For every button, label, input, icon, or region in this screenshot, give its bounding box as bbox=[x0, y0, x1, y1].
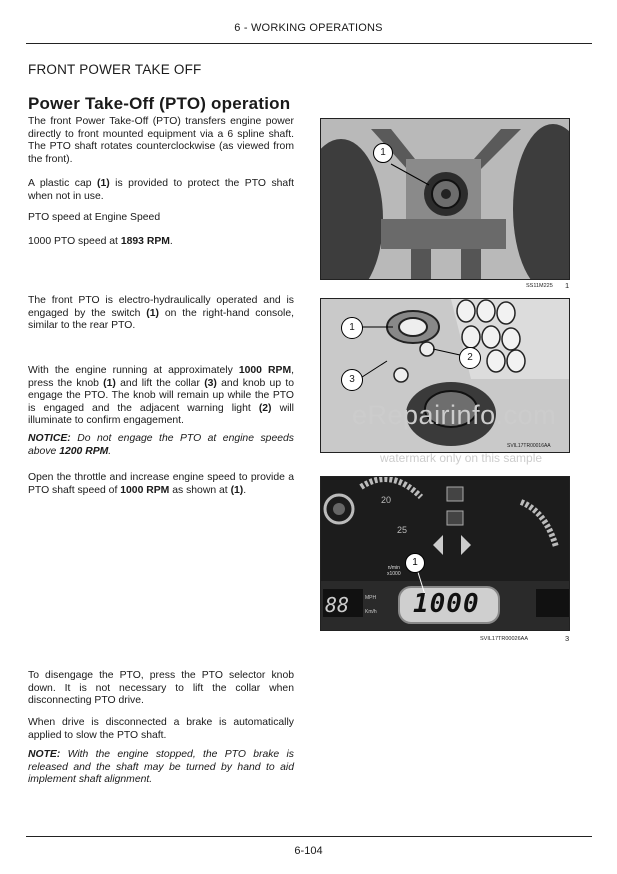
paragraph-electro-hydraulic: The front PTO is electro-hydraulically operated and is engaged by the switch (1) on the right-hand console, similar to the rear PTO. bbox=[28, 295, 294, 332]
figure-3-instrument-cluster bbox=[320, 476, 570, 631]
gauge-label-25: 25 bbox=[397, 525, 408, 535]
paragraph-plastic-cap: A plastic cap (1) is provided to protect the PTO shaft when not in use. bbox=[28, 178, 294, 202]
section-title: FRONT POWER TAKE OFF bbox=[28, 62, 202, 77]
notice-engine-speed: NOTICE: Do not engage the PTO at engine speeds above 1200 RPM. bbox=[28, 433, 294, 457]
figure-2-callout-3: 3 bbox=[341, 369, 363, 391]
figure-1-number: 1 bbox=[565, 281, 570, 290]
paragraph-brake: When drive is disconnected a brake is automatically applied to slow the PTO shaft. bbox=[28, 717, 294, 741]
paragraph-throttle: Open the throttle and increase engine speed to provide a PTO shaft speed of 1000 RPM as shown at (1). bbox=[28, 472, 294, 496]
watermark-subtext: watermark only on this sample bbox=[380, 451, 543, 465]
paragraph-pto-intro: The front Power Take-Off (PTO) transfers engine power directly to front mounted equipment via a 6 spline shaft. The PTO shaft rotates counterclockwise (as viewed from the front). bbox=[28, 116, 294, 165]
figure-3-number: 3 bbox=[565, 634, 570, 643]
paragraph-1000-pto: 1000 PTO speed at 1893 RPM. bbox=[28, 236, 173, 247]
paragraph-disengage: To disengage the PTO, press the PTO selector knob down. It is not necessary to lift the collar when disconnecting PTO drive. bbox=[28, 670, 294, 707]
figure-1-callout-1: 1 bbox=[373, 143, 393, 163]
figure-1-front-pto-photo bbox=[320, 118, 570, 280]
paragraph-engage-procedure: With the engine running at approximately 1000 RPM, press the knob (1) and lift the collar (3) and knob up to engage the PTO. The knob will remain up while the PTO is engaged and the adjacent warning light (2) will illuminate to confirm engagement. bbox=[28, 365, 295, 427]
speed-unit-kmh: Km/h bbox=[365, 609, 377, 615]
header-rule bbox=[26, 43, 592, 44]
main-heading: Power Take-Off (PTO) operation bbox=[28, 94, 291, 113]
footer-rule bbox=[26, 836, 592, 837]
pto-speed-display: 1000 bbox=[413, 589, 480, 619]
speed-digits: 88 bbox=[325, 593, 350, 617]
figure-2-callout-2: 2 bbox=[459, 347, 481, 369]
front-pto-illustration bbox=[321, 119, 569, 279]
rpm-unit-label: n/min x1000 bbox=[387, 565, 401, 577]
note-pto-brake: NOTE: With the engine stopped, the PTO brake is released and the shaft may be turned by hand to aid implement shaft alignment. bbox=[28, 749, 294, 786]
header-title: 6 - WORKING OPERATIONS bbox=[234, 22, 383, 34]
gauge-label-20: 20 bbox=[381, 495, 392, 505]
speed-unit-mph: MPH bbox=[365, 595, 377, 601]
figure-2-callout-1: 1 bbox=[341, 317, 363, 339]
figure-3-code: SVIL17TR00026AA bbox=[480, 636, 529, 642]
paragraph-pto-speed: PTO speed at Engine Speed bbox=[28, 212, 161, 223]
figure-3-callout-1: 1 bbox=[405, 553, 425, 573]
figure-1-code: SS11M225 bbox=[526, 283, 553, 289]
figure-2-code: SVIL17TR00016AA bbox=[507, 443, 551, 449]
watermark-text: eRepairinfo.com bbox=[352, 400, 557, 430]
page-number: 6-104 bbox=[294, 845, 323, 857]
